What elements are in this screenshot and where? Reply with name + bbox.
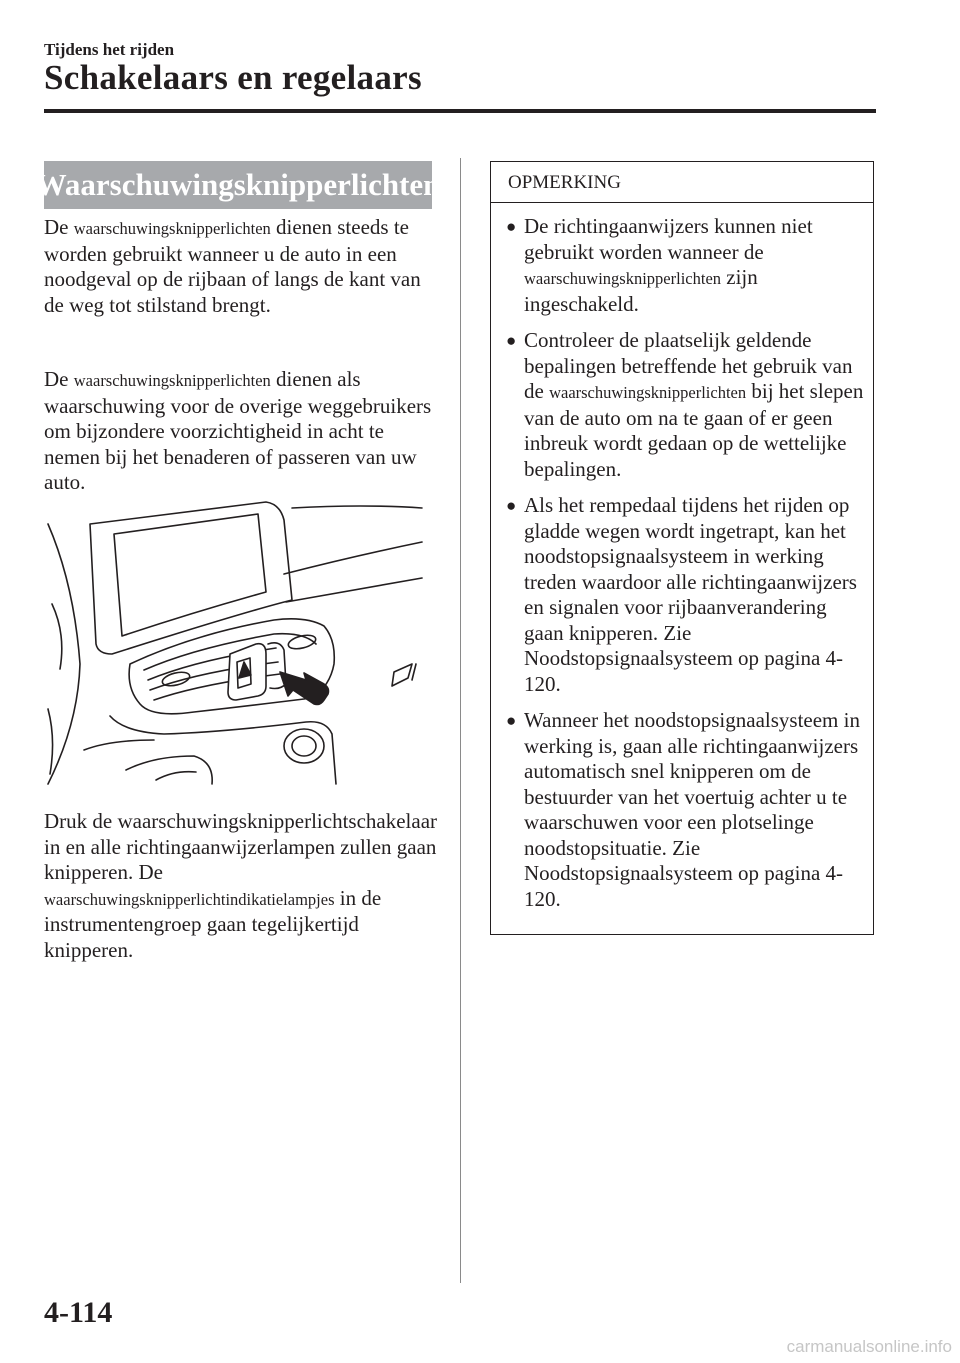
header-rule bbox=[44, 109, 876, 113]
hazard-switch-illustration bbox=[44, 494, 429, 796]
topic-title: Waarschuwingsknipperlichten bbox=[44, 161, 432, 209]
note-title: OPMERKING bbox=[508, 172, 621, 193]
bullet-icon: ● bbox=[506, 331, 517, 350]
note-item: ● Controleer de plaatselijk geldende bepalingen betreffende het gebruik van de waarschuwingsknipperlichten bij het slepen van de auto om na te gaan of er geen inbreuk wordt gedaan op de wettelijke bepalingen. bbox=[506, 328, 864, 481]
purpose-paragraph: De waarschuwingsknipperlichten dienen als waarschuwing voor de overige weggebruikers om bijzondere voorzichtigheid in acht te nemen bij het benaderen of passeren van uw auto. bbox=[44, 367, 432, 494]
bullet-icon: ● bbox=[506, 711, 517, 730]
instruction-paragraph: Druk de waarschuwingsknipperlichtschakelaar in en alle richtingaanwijzerlampen zullen gaan knipperen. De waarschuwingsknipperlichtindikatielampjes in de instrumentengroep gaan tegelijkertijd knipperen. bbox=[44, 809, 438, 962]
note-item: ● De richtingaanwijzers kunnen niet gebruikt worden wanneer de waarschuwingsknipperlichten zijn ingeschakeld. bbox=[506, 214, 813, 316]
note-item: ● Als het rempedaal tijdens het rijden op gladde wegen wordt ingetrapt, kan het noodstopsignaalsysteem in werking treden waardoor alle richtingaanwijzers en signalen voor rijbaanverandering gaan knipperen. Zie Noodstopsignaalsysteem op pagina 4-120. bbox=[506, 493, 857, 696]
section-heading: Schakelaars en regelaars bbox=[44, 58, 422, 97]
watermark: carmanualsonline.info bbox=[786, 1337, 952, 1356]
bullet-icon: ● bbox=[506, 217, 517, 236]
chapter-label: Tijdens het rijden bbox=[44, 40, 175, 59]
bullet-icon: ● bbox=[506, 496, 517, 515]
note-item: ● Wanneer het noodstopsignaalsysteem in werking is, gaan alle richtingaanwijzers automatisch snel knipperen om de bestuurder van het voertuig achter u te waarschuwen voor een plotselinge noodstopsituatie. Zie Noodstopsignaalsysteem op pagina 4-120. bbox=[506, 708, 860, 911]
page-number: 4-114 bbox=[44, 1296, 113, 1329]
note-list bbox=[506, 214, 868, 923]
column-divider bbox=[460, 158, 461, 1283]
intro-paragraph: De waarschuwingsknipperlichten dienen steeds te worden gebruikt wanneer u de auto in een noodgeval op de rijbaan of langs de kant van de weg tot stilstand brengt. bbox=[44, 215, 421, 317]
note-header bbox=[491, 162, 873, 203]
note-box bbox=[490, 161, 874, 935]
